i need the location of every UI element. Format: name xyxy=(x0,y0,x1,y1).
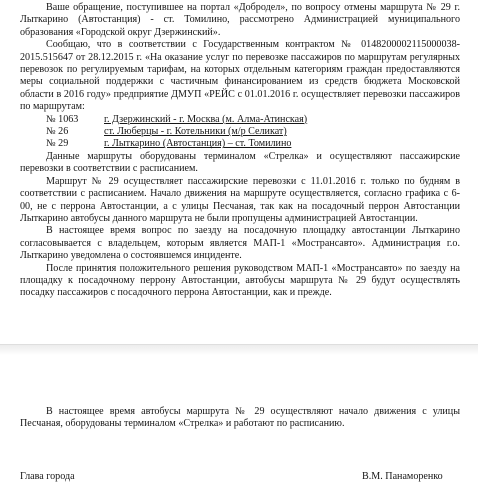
route-name: г. Лыткарино (Автостанция) – ст. Томилино xyxy=(104,138,292,150)
intro-paragraph: Ваше обращение, поступившее на портал «Добродел», по вопросу отмены маршрута № 29 г. Лыткарино (Автостанция) - ст. Томилино, рассмотрено Администрацией муниципального образования «Городской округ Дзержинский». xyxy=(20,2,460,38)
route-row xyxy=(20,138,460,150)
route-number: № 26 xyxy=(46,126,69,138)
route-number: № 1063 xyxy=(46,113,79,125)
route-row xyxy=(20,126,460,138)
route-number: № 29 xyxy=(46,138,69,150)
route-29-paragraph: Маршрут № 29 осуществляет пассажирские перевозки с 11.01.2016 г. только по будням в соответствии с расписанием. Начало движения на маршруте осуществляется, согласно графика с 6-00, не с перрона Автостанции, а с улицы Песчаная, так как на посадочный перрон Автостанции Лыткарино автобусы данного маршрута не были пропущены администрацией Автостанции. xyxy=(20,175,460,224)
update-paragraph: В настоящее время автобусы маршрута № 29 осуществляют начало движения с улицы Песчаная, оборудованы терминалом «Стрелка» и работают по расписанию. xyxy=(20,406,460,430)
route-row xyxy=(20,114,460,126)
route-list xyxy=(20,114,460,151)
terminal-paragraph: Данные маршруты оборудованы терминалом «Стрелка» и осуществляют пассажирские перевозки в соответствии с расписанием. xyxy=(20,150,460,175)
route-name: ст. Люберцы - г. Котельники (м/р Селикат) xyxy=(104,126,287,138)
contract-paragraph: Сообщаю, что в соответствии с Государственным контрактом № 0148200002115000038-2015.515647 от 28.12.2015 г. «На оказание услуг по перевозке пассажиров по маршрутам регулярных перевозок по регулируемым тарифам, на которых отдельным категориям граждан предоставляются меры социальной поддержки с частичным финансированием из средств бюджета Московской области в 2016 году» предприятие ДМУП «РЕЙС с 01.01.2016 г. осуществляет перевозки пассажиров по маршрутам: xyxy=(20,39,460,113)
negotiation-paragraph: В настоящее время вопрос по заезду на посадочную площадку автостанции Лыткарино согласовывается с владельцем, которым является МАП-1 «Мострансавто». Администрация г.о. Лыткарино уведомлена о состоявшемся инциденте. xyxy=(20,225,460,262)
signature-position: Глава города xyxy=(20,471,75,482)
page-divider xyxy=(0,344,478,355)
signature-name: В.М. Панаморенко xyxy=(362,471,443,482)
resolution-paragraph: После принятия положительного решения руководством МАП-1 «Мострансавто» по заезду на площадку к посадочному перрону Автостанции, автобусы маршрута № 29 будут осуществлять посадку пассажиров с посадочного перрона Автостанции, как и прежде. xyxy=(20,262,460,299)
update-block xyxy=(20,406,460,431)
route-name: г. Дзержинский - г. Москва (м. Алма-Атинская) xyxy=(104,113,308,125)
letter-body xyxy=(20,2,460,300)
